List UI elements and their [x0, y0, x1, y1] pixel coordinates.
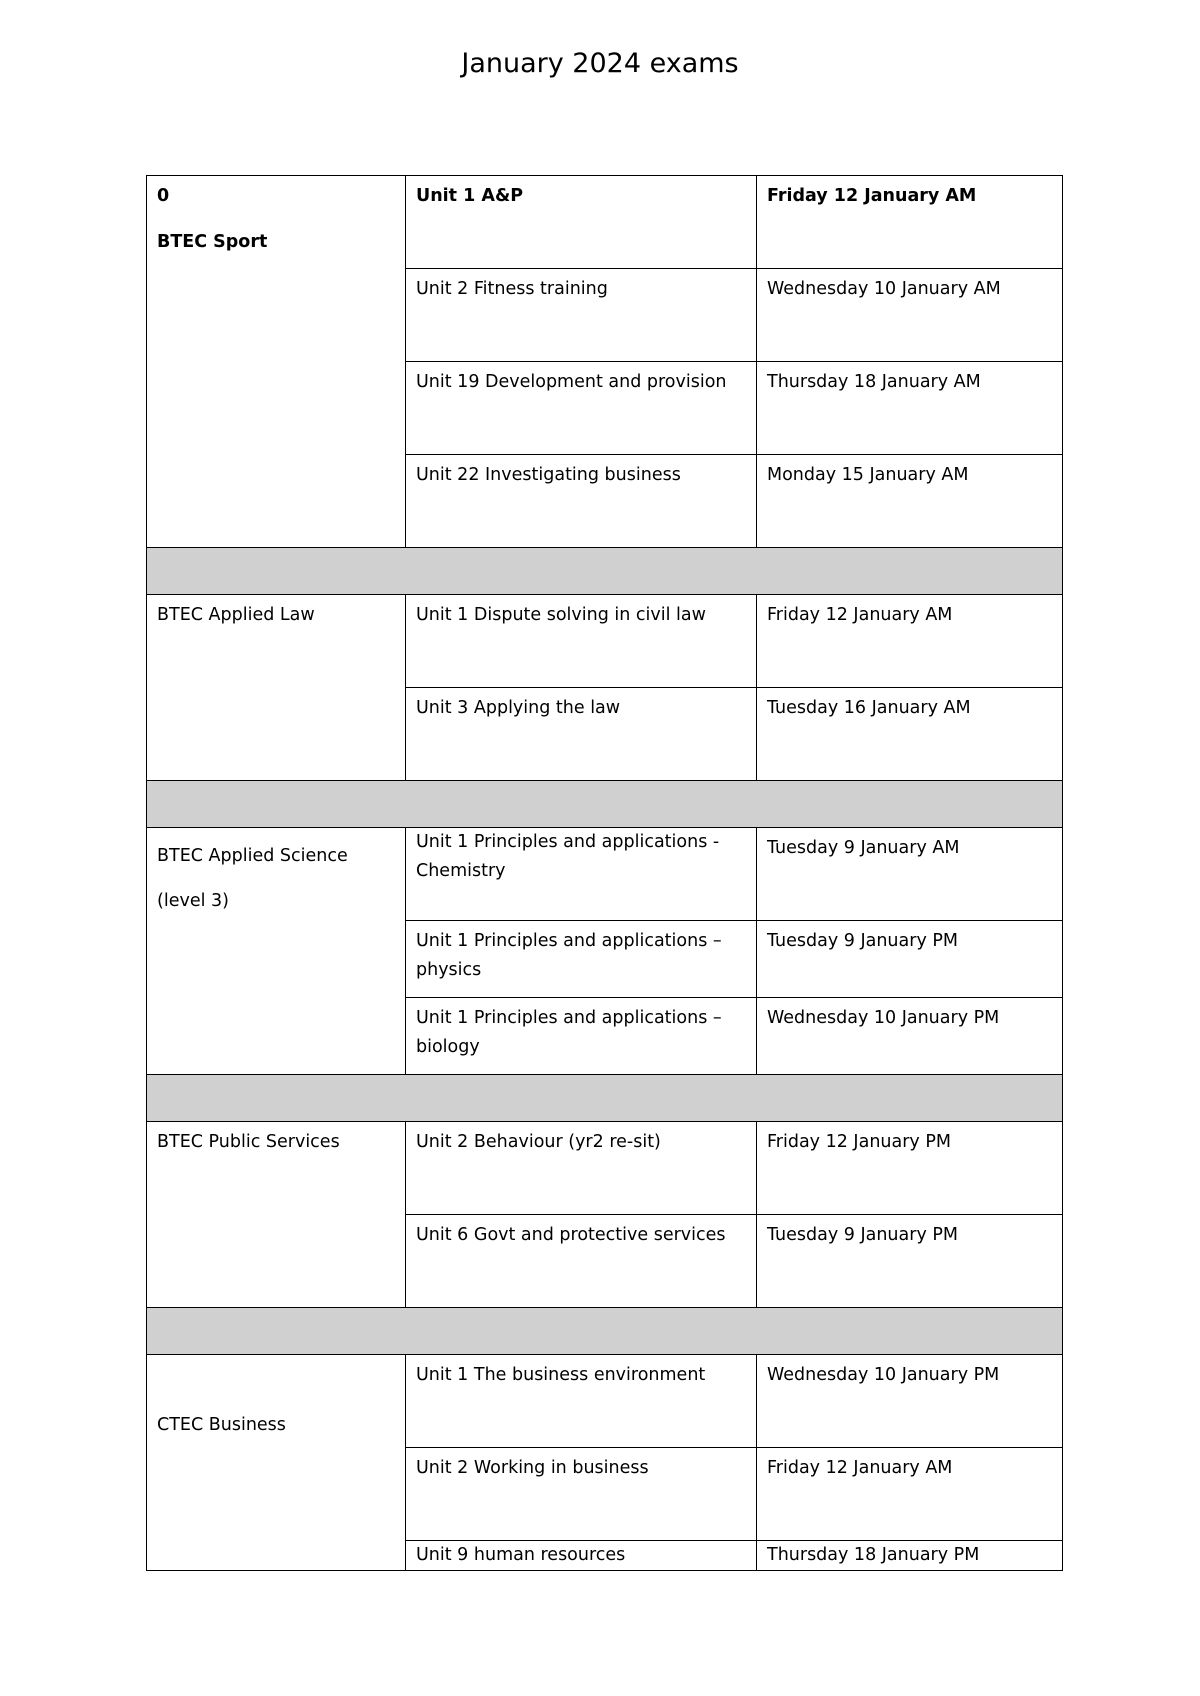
table-row: [147, 828, 1063, 921]
date-cell: Wednesday 10 January PM: [757, 1355, 1063, 1448]
unit-line: Unit 1 Principles and applications –: [416, 931, 722, 951]
unit-cell: Unit 2 Fitness training: [406, 269, 757, 362]
date-cell: Thursday 18 January PM: [757, 1541, 1063, 1571]
date-cell: Wednesday 10 January PM: [757, 998, 1063, 1075]
unit-line: physics: [416, 960, 482, 980]
page-title: January 2024 exams: [461, 48, 739, 79]
qualification-code: 0: [157, 186, 170, 206]
unit-cell: Unit 19 Development and provision: [406, 362, 757, 455]
qualification-level: (level 3): [157, 891, 229, 911]
date-cell: Tuesday 16 January AM: [757, 688, 1063, 781]
date-cell: Friday 12 January AM: [757, 595, 1063, 688]
unit-cell: Unit 6 Govt and protective services: [406, 1215, 757, 1308]
date-cell: Tuesday 9 January PM: [757, 921, 1063, 998]
table-row: [147, 176, 1063, 269]
qualification-name: BTEC Applied Law: [157, 605, 315, 625]
unit-cell: [406, 998, 757, 1075]
date-cell: Thursday 18 January AM: [757, 362, 1063, 455]
qualification-cell: [147, 1355, 406, 1571]
unit-cell: Unit 9 human resources: [406, 1541, 757, 1571]
qualification-name: BTEC Applied Science: [157, 846, 348, 866]
qualification-name: CTEC Business: [157, 1415, 286, 1435]
separator-row: [147, 548, 1063, 595]
qualification-cell: [147, 595, 406, 781]
date-cell: Friday 12 January AM: [757, 1448, 1063, 1541]
separator-row: [147, 1308, 1063, 1355]
table-row: [147, 1355, 1063, 1448]
unit-cell: Unit 2 Behaviour (yr2 re-sit): [406, 1122, 757, 1215]
separator-row: [147, 781, 1063, 828]
qualification-name: BTEC Sport: [157, 232, 268, 252]
exam-timetable: [146, 175, 1063, 1571]
unit-line: Unit 1 Principles and applications –: [416, 1008, 722, 1028]
date-cell: Tuesday 9 January AM: [757, 828, 1063, 921]
unit-cell: Unit 1 A&P: [406, 176, 757, 269]
unit-cell: [406, 921, 757, 998]
unit-cell: Unit 22 Investigating business: [406, 455, 757, 548]
date-cell: Tuesday 9 January PM: [757, 1215, 1063, 1308]
separator-row: [147, 1075, 1063, 1122]
date-cell: Monday 15 January AM: [757, 455, 1063, 548]
date-cell: Wednesday 10 January AM: [757, 269, 1063, 362]
qualification-cell: [147, 176, 406, 548]
qualification-name: BTEC Public Services: [157, 1132, 340, 1152]
unit-cell: Unit 1 Dispute solving in civil law: [406, 595, 757, 688]
unit-line: biology: [416, 1037, 480, 1057]
qualification-cell: [147, 1122, 406, 1308]
unit-cell: Unit 1 The business environment: [406, 1355, 757, 1448]
qualification-cell: [147, 828, 406, 1075]
unit-cell: [406, 828, 757, 921]
table-row: [147, 1122, 1063, 1215]
date-cell: Friday 12 January PM: [757, 1122, 1063, 1215]
unit-line: Unit 1 Principles and applications -: [416, 832, 720, 852]
table-row: [147, 595, 1063, 688]
unit-line: Chemistry: [416, 861, 506, 881]
date-cell: Friday 12 January AM: [757, 176, 1063, 269]
unit-cell: Unit 2 Working in business: [406, 1448, 757, 1541]
unit-cell: Unit 3 Applying the law: [406, 688, 757, 781]
